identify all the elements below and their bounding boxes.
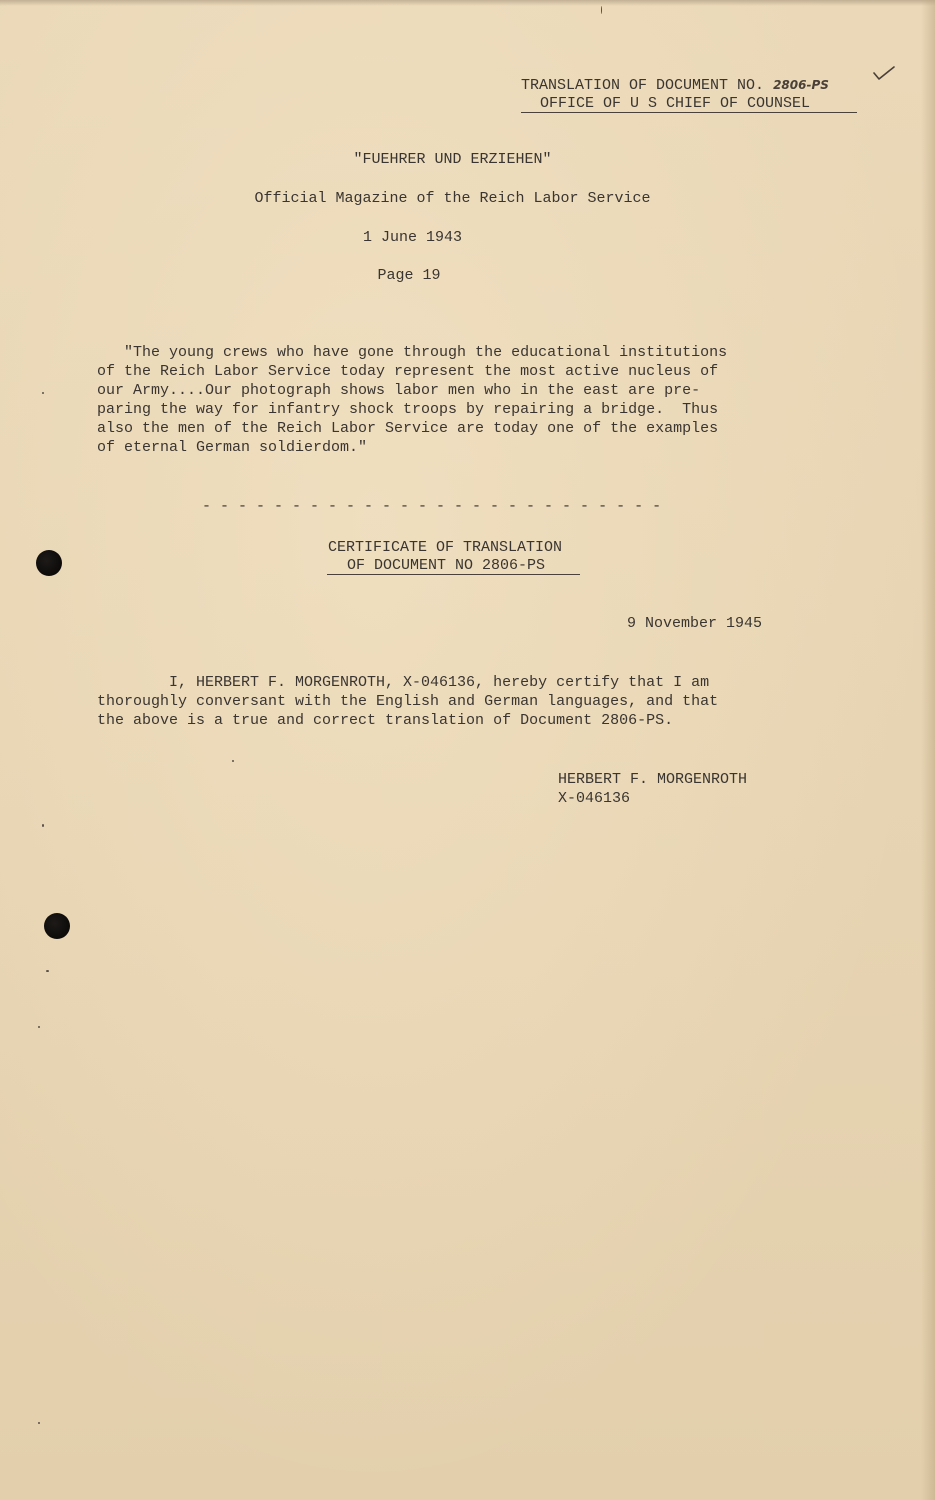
- quote-line: also the men of the Reich Labor Service are today one of the examples: [97, 420, 719, 437]
- magazine-page: Page 19: [377, 267, 441, 284]
- certificate-date: 9 November 1945: [627, 615, 763, 632]
- page-right-edge: [921, 0, 935, 1500]
- certificate-body-line: thoroughly conversant with the English and German languages, and that: [97, 693, 719, 710]
- paper-speck: [601, 6, 602, 14]
- header-office-line: OFFICE OF U S CHIEF OF COUNSEL: [540, 95, 811, 112]
- punch-hole: [36, 550, 62, 576]
- magazine-date: 1 June 1943: [362, 229, 463, 246]
- paper-speck: [232, 760, 234, 762]
- paper-speck: [38, 1026, 40, 1028]
- quote-line: of eternal German soldierdom.": [97, 439, 368, 456]
- signature-name: HERBERT F. MORGENROTH: [558, 771, 748, 788]
- paper-speck: [46, 970, 49, 972]
- certificate-title: CERTIFICATE OF TRANSLATION: [328, 539, 563, 556]
- certificate-body-line: the above is a true and correct translation of Document 2806-PS.: [97, 712, 674, 729]
- header-translation-label: TRANSLATION OF DOCUMENT NO.: [521, 77, 765, 94]
- magazine-name: "FUEHRER UND ERZIEHEN": [353, 151, 552, 168]
- header-underline: [521, 112, 857, 113]
- paper-speck: [42, 824, 44, 827]
- certificate-body: [97, 673, 718, 730]
- quote-line: our Army....Our photograph shows labor men who in the east are pre-: [97, 382, 701, 399]
- page-top-edge: [0, 0, 935, 6]
- magazine-subtitle: Official Magazine of the Reich Labor Service: [254, 190, 651, 207]
- quote-line: "The young crews who have gone through the educational institutions: [97, 344, 728, 361]
- quote-line: paring the way for infantry shock troops by repairing a bridge. Thus: [97, 401, 719, 418]
- quote-line: of the Reich Labor Service today represent the most active nucleus of: [97, 363, 719, 380]
- translated-quote: [97, 343, 727, 457]
- certificate-subtitle: OF DOCUMENT NO 2806-PS: [347, 557, 546, 574]
- handwritten-doc-number: 2806-PS: [773, 78, 829, 92]
- paper-speck: [42, 392, 44, 394]
- dashed-separator: - - - - - - - - - - - - - - - - - - - - - - - - - -: [202, 498, 662, 515]
- paper-speck: [38, 1422, 40, 1424]
- checkmark-icon: [872, 64, 896, 82]
- certificate-body-line: I, HERBERT F. MORGENROTH, X-046136, hereby certify that I am: [97, 674, 710, 691]
- header-translation-line: [521, 76, 829, 95]
- punch-hole: [44, 913, 70, 939]
- signature-id: X-046136: [558, 790, 631, 807]
- certificate-underline: [327, 574, 580, 575]
